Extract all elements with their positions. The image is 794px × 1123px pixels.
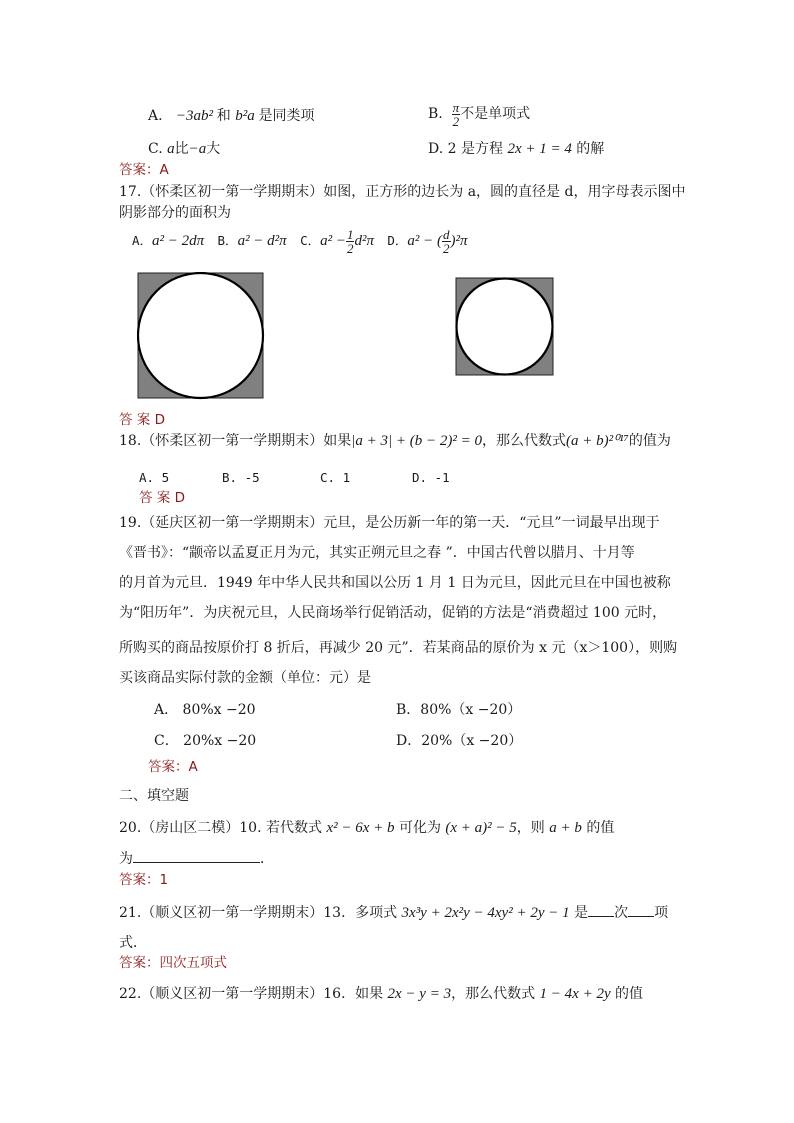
q21-answer: 答案：四次五项式: [119, 955, 227, 971]
q18-option-c: C. 1: [320, 470, 351, 485]
pi-over-2-fraction: $\frac{\pi}{2}$: [452, 99, 460, 129]
q18-question: 18.（怀柔区初一第一学期期末）如果|a + 3| + (b − 2)² = 0，那么代数式(a + b)²⁰¹⁷的值为: [119, 433, 671, 449]
q17-options: A．a² − 2dπ B．a² − d²π C．a² − $\frac{1}{2}$ d²π D．a² − ( $\frac{d}{2}$ )²π: [132, 226, 468, 256]
q18-option-d: D. -1: [412, 470, 450, 485]
q16-answer: 答案：A: [119, 162, 169, 178]
q21-question: 21.（顺义区初一第一学期期末）13．多项式 3x³y + 2x²y − 4xy² + 2y − 1 是 次 项: [119, 902, 668, 923]
q20-answer: 答案：1: [119, 872, 169, 888]
section-title-fill-in: 二、填空题: [119, 788, 189, 804]
q17-line2: 阴影部分的面积为: [119, 205, 231, 221]
q19-option-a: A． 80%x −20: [154, 702, 256, 718]
q20-question: 20.（房山区二模）10. 若代数式 x² − 6x + b 可化为 (x + a)² − 5，则 a + b 的值: [119, 820, 615, 836]
q19-line4: 为“阳历年”．为庆祝元旦，人民商场举行促销活动，促销的方法是“消费超过 100 元时，: [119, 605, 667, 621]
d-over-2-fraction: $\frac{d}{2}$: [443, 226, 450, 256]
q21-degree-blank[interactable]: [588, 902, 614, 917]
q19-answer: 答案：A: [148, 759, 198, 775]
q19-line6: 买该商品实际付款的金额（单位：元）是: [119, 670, 371, 686]
q21-line2: 式．: [119, 935, 147, 951]
q18-option-a: A. 5: [139, 470, 170, 485]
q19-option-b: B．80%（x −20）: [396, 702, 522, 718]
q17-answer: 答 案 D: [119, 412, 165, 428]
q18-option-b: B. -5: [222, 470, 260, 485]
q18-answer: 答 案 D: [139, 490, 185, 506]
one-half-fraction: $\frac{1}{2}$: [346, 226, 354, 256]
q22-question: 22.（顺义区初一第一学期期末）16．如果 2x − y = 3，那么代数式 1 − 4x + 2y 的值: [119, 986, 644, 1002]
q17-line1: 17.（怀柔区初一第一学期期末）如图，正方形的边长为 a，圆的直径是 d，用字母表示图中: [119, 184, 686, 200]
square-circle-figure-left: [137, 272, 265, 400]
q20-line2: 为 ．: [119, 848, 274, 869]
q16-option-a: A. −3ab² 和 b²a 是同类项: [148, 108, 315, 124]
inscribed-circle: [138, 273, 263, 398]
q19-line5: 所购买的商品按原价打 8 折后，再减少 20 元”．若某商品的原价为 x 元（x＞100），则购: [119, 640, 678, 656]
q21-terms-blank[interactable]: [628, 902, 654, 917]
q19-line2: 《晋书》：“颛帝以孟夏正月为元，其实正朔元旦之春 ”．中国古代曾以腊月、十月等: [119, 545, 635, 561]
inscribed-circle: [457, 279, 553, 375]
q19-line3: 的月首为元旦．1949 年中华人民共和国以公历 1 月 1 日为元旦，因此元旦在中国也被称: [119, 575, 671, 591]
q19-option-d: D．20%（x −20）: [396, 733, 523, 749]
q19-option-c: C． 20%x −20: [154, 733, 257, 749]
square-circle-figure-right: [455, 277, 555, 377]
q16-option-b: B. $\frac{\pi}{2}$ 不是单项式: [428, 99, 531, 129]
q16-option-d: D. 2 是方程 2x + 1 = 4 的解: [428, 141, 605, 157]
q19-line1: 19.（延庆区初一第一学期期末）元旦，是公历新一年的第一天．“元旦”一词最早出现于: [119, 515, 660, 531]
q20-answer-blank[interactable]: [133, 848, 260, 863]
q16-option-c: C. a比−a大: [148, 141, 221, 157]
